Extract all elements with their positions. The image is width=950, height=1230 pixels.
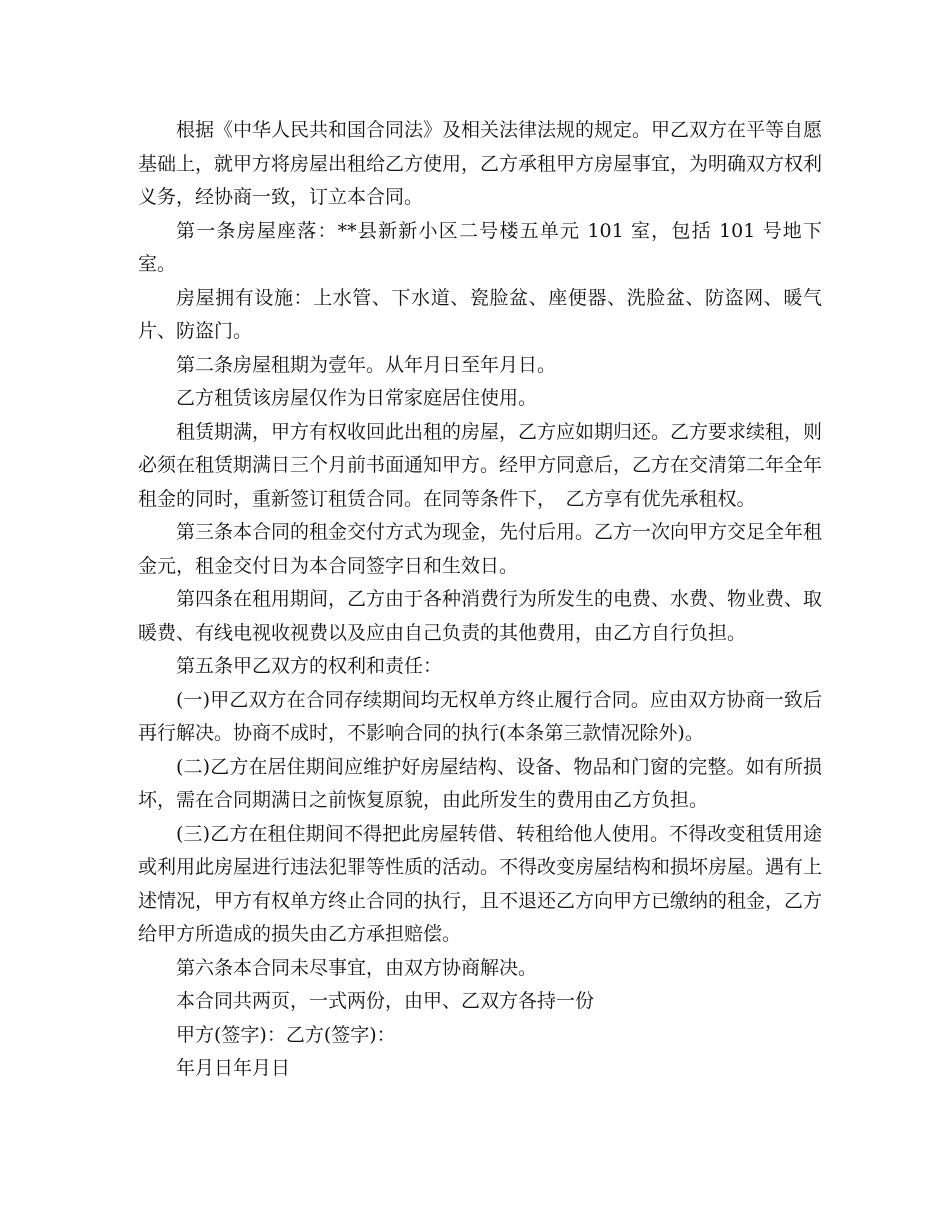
- paragraph-dates: 年月日年月日: [176, 1057, 291, 1079]
- paragraph-article-3-rent: 第三条本合同的租金交付方式为现金，先付后用。乙方一次向甲方交足全年租金元，租金交付日为本合同签字日和生效日。: [138, 521, 823, 577]
- paragraph-preamble: 根据《中华人民共和国合同法》及相关法律法规的规定。甲乙双方在平等自愿基础上，就甲方将房屋出租给乙方使用，乙方承租甲方房屋事宜，为明确双方权利义务，经协商一致，订立本合同。: [138, 119, 823, 208]
- paragraph-article-2-term: 第二条房屋租期为壹年。从年月日至年月日。: [176, 353, 557, 376]
- paragraph-article-6: 第六条本合同未尽事宜，由双方协商解决。: [176, 956, 538, 979]
- paragraph-signatures: 甲方(签字)：乙方(签字)：: [176, 1023, 396, 1046]
- paragraph-clause-1: (一)甲乙双方在合同存续期间均无权单方终止履行合同。应由双方协商一致后再行解决。协商不成时，不影响合同的执行(本条第三款情况除外)。: [138, 688, 822, 744]
- paragraph-article-1-location: 第一条房屋座落：**县新新小区二号楼五单元 101 室，包括 101 号地下室。: [138, 219, 822, 275]
- document-body: [138, 114, 822, 1086]
- paragraph-article-5-heading: 第五条甲乙双方的权利和责任：: [176, 655, 443, 677]
- paragraph-copies: 本合同共两页，一式两份，由甲、乙双方各持一份: [176, 990, 595, 1012]
- paragraph-renewal: 租赁期满，甲方有权收回此出租的房屋，乙方应如期归还。乙方要求续租，则必须在租赁期满日三个月前书面通知甲方。经甲方同意后，乙方在交清第二年全年租金的同时，重新签订租赁合同。在同等条件下， 乙方享有优先承租权。: [138, 420, 823, 510]
- paragraph-clause-3: (三)乙方在租住期间不得把此房屋转借、转租给他人使用。不得改变租赁用途或利用此房屋进行违法犯罪等性质的活动。不得改变房屋结构和损坏房屋。遇有上述情况，甲方有权单方终止合同的执行，且不退还乙方向甲方已缴纳的租金，乙方给甲方所造成的损失由乙方承担赔偿。: [138, 822, 823, 945]
- paragraph-usage: 乙方租赁该房屋仅作为日常家庭居住使用。: [176, 387, 538, 409]
- paragraph-facilities: 房屋拥有设施：上水管、下水道、瓷脸盆、座便器、洗脸盆、防盗网、暖气片、防盗门。: [138, 286, 822, 342]
- paragraph-article-4-fees: 第四条在租用期间，乙方由于各种消费行为所发生的电费、水费、物业费、取暖费、有线电视收视费以及应由自己负责的其他费用，由乙方自行负担。: [138, 588, 823, 644]
- paragraph-clause-2: (二)乙方在居住期间应维护好房屋结构、设备、物品和门窗的完整。如有所损坏，需在合同期满日之前恢复原貌，由此所发生的费用由乙方负担。: [138, 755, 822, 811]
